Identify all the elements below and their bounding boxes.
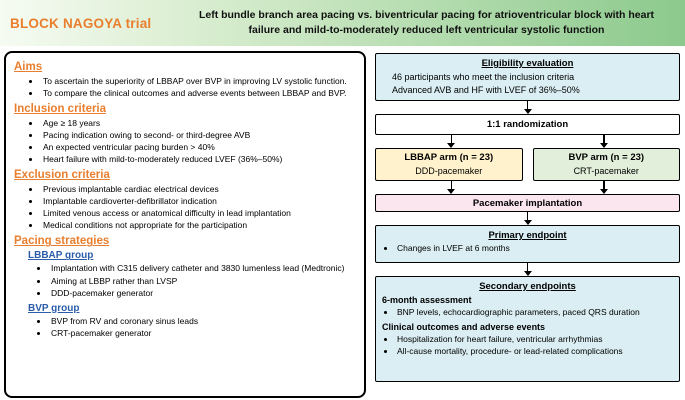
down-arrow (447, 181, 455, 194)
eligibility-line: 46 participants who meet the inclusion criteria (392, 71, 575, 82)
down-arrow (524, 101, 532, 114)
implantation-box: Pacemaker implantation (375, 194, 680, 212)
down-arrow (524, 212, 532, 225)
list-item: • Changes in LVEF at 6 months (396, 243, 673, 254)
trial-name: BLOCK NAGOYA trial (10, 15, 152, 31)
bvp-arm-title: BVP arm (n = 23) (568, 152, 645, 163)
eligibility-title: Eligibility evaluation (481, 58, 574, 69)
list-item: • Age ≥ 18 years (41, 118, 356, 129)
list-item: • An expected ventricular pacing burden > 40% (41, 142, 356, 153)
down-arrow (600, 181, 608, 194)
study-flowchart (375, 51, 680, 400)
primary-endpoint-title: Primary endpoint (488, 230, 567, 241)
list-item: • Implantation with C315 delivery catheter and 3830 lumenless lead (Medtronic) (49, 263, 356, 274)
bvp-group-list (49, 316, 356, 339)
main-content (0, 46, 685, 400)
list-item: • BVP from RV and coronary sinus leads (49, 316, 356, 327)
list-item: • DDD-pacemaker generator (49, 288, 356, 299)
list-item: • All-cause mortality, procedure- or lead-related complications (396, 346, 673, 357)
list-item: • Previous implantable cardiac electrical devices (41, 184, 356, 195)
bvp-arm-box (533, 148, 681, 181)
list-item: • To compare the clinical outcomes and adverse events between LBBAP and BVP. (41, 88, 356, 99)
aims-heading: Aims (14, 61, 43, 73)
list-item: • BNP levels, echocardiographic parameters, paced QRS duration (396, 307, 673, 318)
list-item: • Heart failure with mild-to-moderately reduced LVEF (36%–50%) (41, 154, 356, 165)
list-item: • Limited venous access or anatomical difficulty in lead implantation (41, 208, 356, 219)
secondary-endpoints-title: Secondary endpoints (479, 281, 576, 292)
lbbap-arm-box (375, 148, 523, 181)
inclusion-list (41, 118, 356, 165)
arrow-line (527, 101, 529, 109)
clinical-outcomes-heading: Clinical outcomes and adverse events (382, 321, 546, 332)
inclusion-heading: Inclusion criteria (14, 103, 107, 116)
trial-description: Left bundle branch area pacing vs. biventricular pacing for atrioventricular block with heart failure and mild-to-moderately reduced left ventricular systolic function (198, 9, 655, 36)
list-item: • CRT-pacemaker generator (49, 328, 356, 339)
lbbap-arm-title: LBBAP arm (n = 23) (404, 152, 494, 163)
exclusion-list (41, 184, 356, 231)
list-item: • Hospitalization for heart failure, ventricular arrhythmias (396, 334, 673, 345)
aims-list (41, 76, 356, 99)
list-item: • Pacing indication owing to second- or third-degree AVB (41, 130, 356, 141)
merge-arrows (375, 181, 680, 194)
treatment-arms (375, 148, 680, 181)
primary-endpoint-box (375, 225, 680, 263)
arrow-line (527, 212, 529, 220)
randomization-box: 1:1 randomization (375, 114, 680, 135)
list-item: • Implantable cardioverter-defibrillator indication (41, 196, 356, 207)
header (0, 0, 685, 46)
down-arrow (524, 263, 532, 276)
list-item: • Aiming at LBBP rather than LVSP (49, 276, 356, 287)
primary-endpoint-list (396, 243, 673, 254)
lbbap-arm-subtitle: DDD-pacemaker (415, 165, 483, 176)
down-arrow (600, 135, 608, 148)
secondary-endpoints-box (375, 276, 680, 382)
bvp-arm-subtitle: CRT-pacemaker (573, 165, 639, 176)
arrow-line (527, 263, 529, 271)
eligibility-box (375, 53, 680, 101)
list-item: • To ascertain the superiority of LBBAP over BVP in improving LV systolic function. (41, 76, 356, 87)
eligibility-line: Advanced AVB and HF with LVEF of 36%–50% (392, 84, 580, 95)
lbbap-group-heading: LBBAP group (28, 250, 94, 262)
six-month-assessment-heading: 6-month assessment (382, 294, 472, 305)
six-month-assessment-list (396, 307, 673, 318)
study-details-panel (4, 51, 366, 398)
list-item: • Medical conditions not appropriate for the participation (41, 220, 356, 231)
bvp-group-heading: BVP group (28, 302, 80, 314)
down-arrow (447, 135, 455, 148)
lbbap-group-list (49, 263, 356, 298)
pacing-strategies-heading: Pacing strategies (14, 235, 110, 248)
clinical-outcomes-list (396, 334, 673, 357)
split-arrows (375, 135, 680, 148)
exclusion-heading: Exclusion criteria (14, 169, 110, 182)
